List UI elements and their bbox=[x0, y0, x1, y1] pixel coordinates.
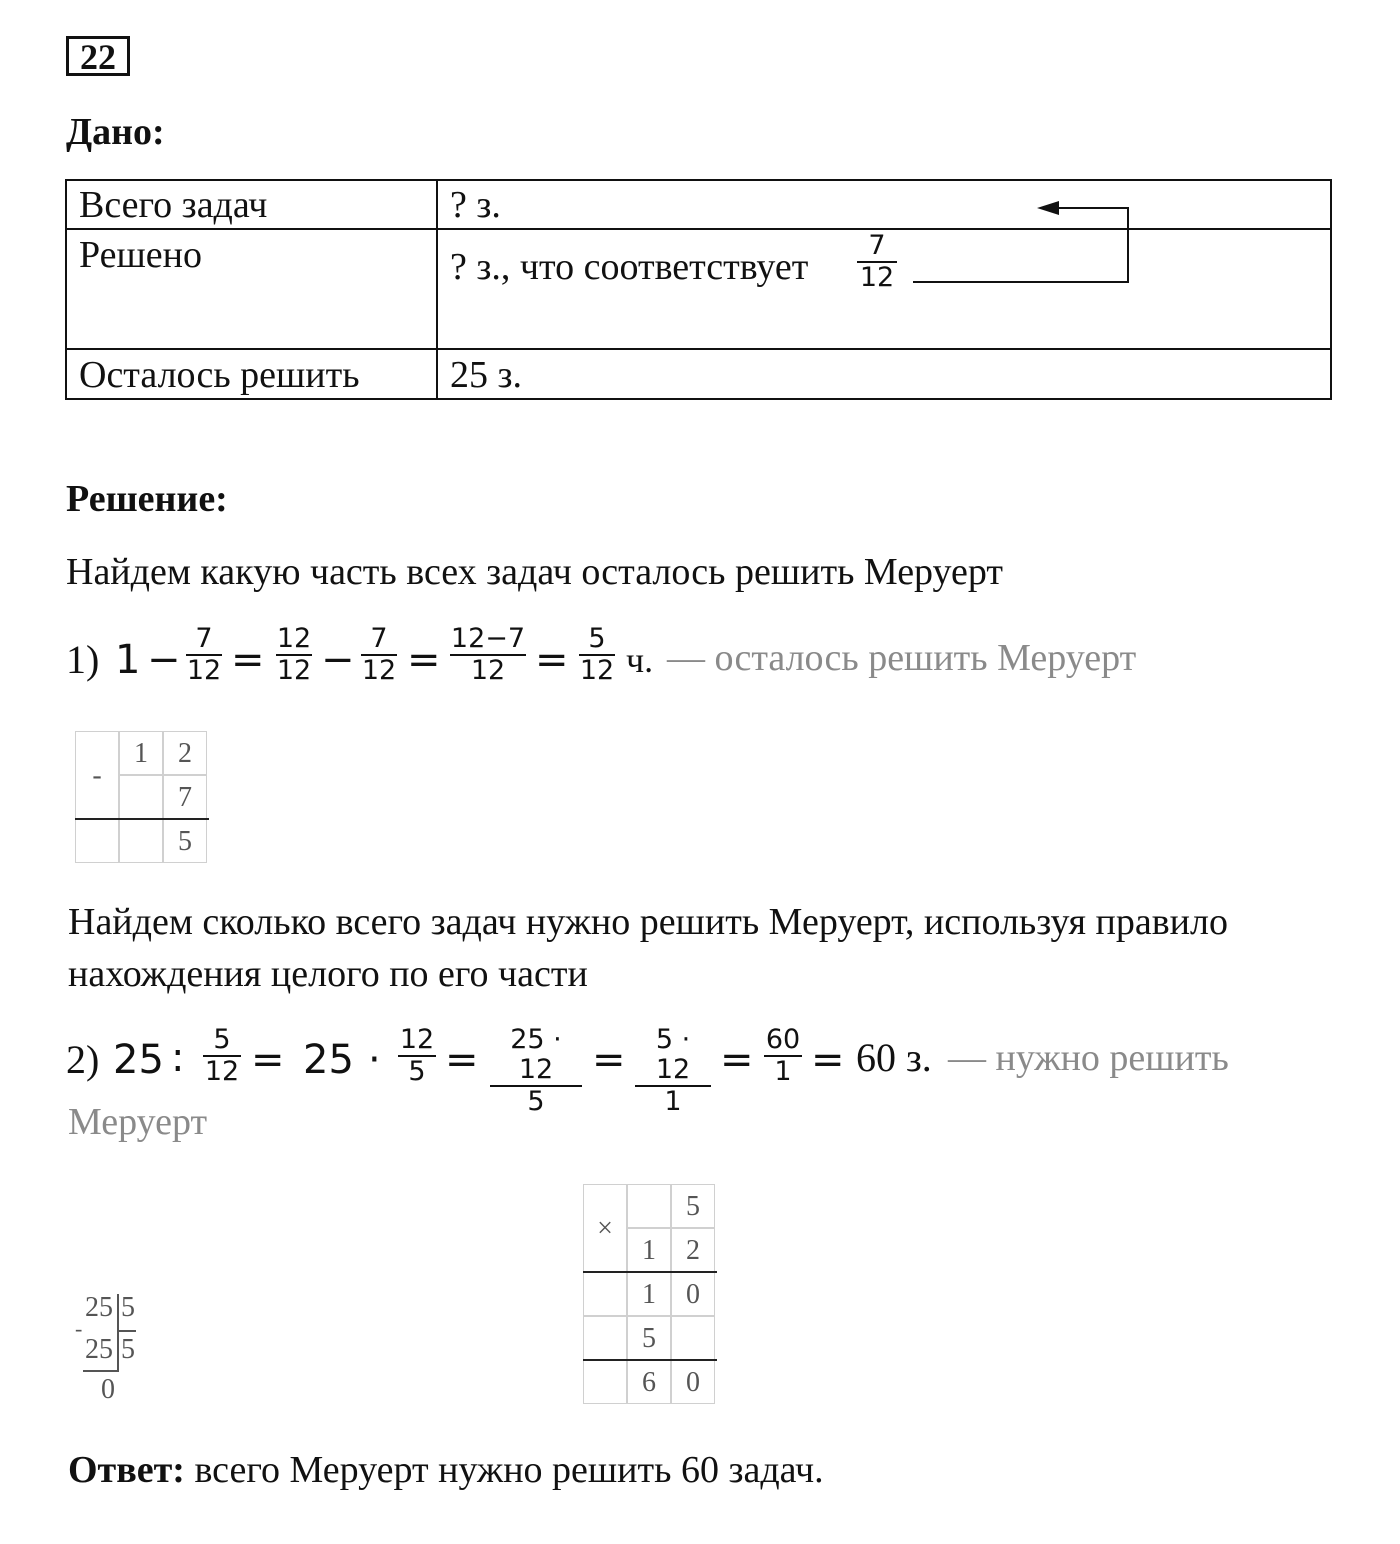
step2-intro-line2: нахождения целого по его части bbox=[68, 953, 588, 995]
grid-cell bbox=[583, 1316, 627, 1360]
step2-intro-line1: Найдем сколько всего задач нужно решить Меруерт, используя правило bbox=[68, 901, 1228, 943]
grid-cell: 1 bbox=[627, 1228, 671, 1272]
given-label-remaining: Осталось решить bbox=[79, 354, 360, 396]
step2-a: 25 bbox=[113, 1037, 164, 1083]
answer-text: всего Меруерт нужно решить 60 задач. bbox=[194, 1449, 824, 1491]
grid-product-rule bbox=[583, 1271, 717, 1273]
grid-cell: 6 bbox=[627, 1360, 671, 1404]
grid-cell: 7 bbox=[163, 775, 207, 819]
step1-intro: Найдем какую часть всех задач осталось решить Меруерт bbox=[66, 551, 1004, 593]
step2-comment: — нужно решить bbox=[948, 1037, 1229, 1079]
step2-fraction-1: 5 12 bbox=[204, 1024, 240, 1087]
given-value-solved: ? з., что соответствует bbox=[450, 246, 809, 288]
grid-cell bbox=[75, 819, 119, 863]
step2-fraction-5: 60 1 bbox=[765, 1024, 801, 1087]
step2-comment-cont: Меруерт bbox=[68, 1101, 208, 1143]
grid-result-rule bbox=[75, 818, 209, 820]
given-label-solved: Решено bbox=[79, 234, 202, 276]
grid-cell bbox=[671, 1316, 715, 1360]
grid-cell: 0 bbox=[671, 1360, 715, 1404]
grid-cell bbox=[119, 775, 163, 819]
given-value-remaining: 25 з. bbox=[450, 354, 523, 396]
division-quotient: 5 bbox=[121, 1334, 135, 1365]
step1-one: 1 bbox=[115, 637, 141, 683]
step2-dot: · bbox=[368, 1037, 381, 1083]
division-divisor: 5 bbox=[121, 1292, 135, 1323]
step2-b: 25 bbox=[303, 1037, 354, 1083]
step2-fraction-3: 25 · 12 5 bbox=[490, 1025, 582, 1117]
grid-cell: 2 bbox=[163, 731, 207, 775]
step1-eq-2: = bbox=[407, 637, 441, 683]
grid-cell bbox=[119, 819, 163, 863]
division-remainder: 0 bbox=[101, 1374, 115, 1405]
task-number: 22 bbox=[66, 36, 130, 76]
division-sign: - bbox=[75, 1316, 83, 1341]
grid-cell: 1 bbox=[627, 1272, 671, 1316]
step1-comment: — осталось решить Меруерт bbox=[667, 637, 1137, 679]
grid-cell: 1 bbox=[119, 731, 163, 775]
step1-fraction-1: 7 12 bbox=[186, 623, 222, 686]
division-subtrahend: 25 bbox=[85, 1334, 113, 1365]
step2-eq-2: = bbox=[445, 1037, 479, 1083]
relation-arrow-icon bbox=[65, 179, 1332, 400]
given-solved-fraction: 7 12 bbox=[857, 231, 897, 293]
grid-cell bbox=[583, 1272, 627, 1316]
grid-cell: 5 bbox=[627, 1316, 671, 1360]
step2-eq-4: = bbox=[720, 1037, 754, 1083]
step1-fraction-4: 12−7 12 bbox=[450, 623, 526, 686]
solution-heading: Решение: bbox=[66, 478, 228, 520]
grid-cell: 5 bbox=[163, 819, 207, 863]
step2-label: 2) bbox=[66, 1037, 100, 1082]
given-label-total: Всего задач bbox=[79, 184, 268, 226]
long-division bbox=[75, 1288, 155, 1418]
step1-unit: ч. bbox=[626, 640, 654, 680]
grid-cell: 0 bbox=[671, 1272, 715, 1316]
step2-result: 60 з. bbox=[856, 1035, 932, 1080]
step2-eq-3: = bbox=[592, 1037, 626, 1083]
step1-eq-1: = bbox=[231, 637, 265, 683]
given-heading: Дано: bbox=[66, 111, 165, 153]
answer bbox=[68, 1448, 824, 1492]
grid-cell bbox=[627, 1184, 671, 1228]
grid-cell: 2 bbox=[671, 1228, 715, 1272]
step2-fraction-4: 5 · 12 1 bbox=[635, 1025, 711, 1117]
step1-minus: − bbox=[147, 637, 181, 683]
given-table bbox=[65, 179, 1332, 400]
grid-cell: 5 bbox=[671, 1184, 715, 1228]
step1-label: 1) bbox=[66, 637, 100, 682]
step2-fraction-2: 12 5 bbox=[399, 1024, 435, 1087]
answer-label: Ответ: bbox=[68, 1449, 185, 1491]
step1-eq-3: = bbox=[535, 637, 569, 683]
given-value-total: ? з. bbox=[450, 184, 501, 226]
multiplication-sign: × bbox=[583, 1184, 627, 1272]
grid-cell bbox=[583, 1360, 627, 1404]
step2-eq-1: = bbox=[251, 1037, 285, 1083]
step1-minus-2: − bbox=[321, 637, 355, 683]
division-dividend: 25 bbox=[85, 1292, 113, 1323]
step2-div: : bbox=[171, 1035, 185, 1081]
step2-eq-5: = bbox=[811, 1037, 845, 1083]
step1-fraction-2: 12 12 bbox=[276, 623, 312, 686]
subtraction-sign: - bbox=[75, 731, 119, 819]
step1-fraction-5: 5 12 bbox=[579, 623, 615, 686]
grid-result-rule bbox=[583, 1359, 717, 1361]
step1-fraction-3: 7 12 bbox=[361, 623, 397, 686]
